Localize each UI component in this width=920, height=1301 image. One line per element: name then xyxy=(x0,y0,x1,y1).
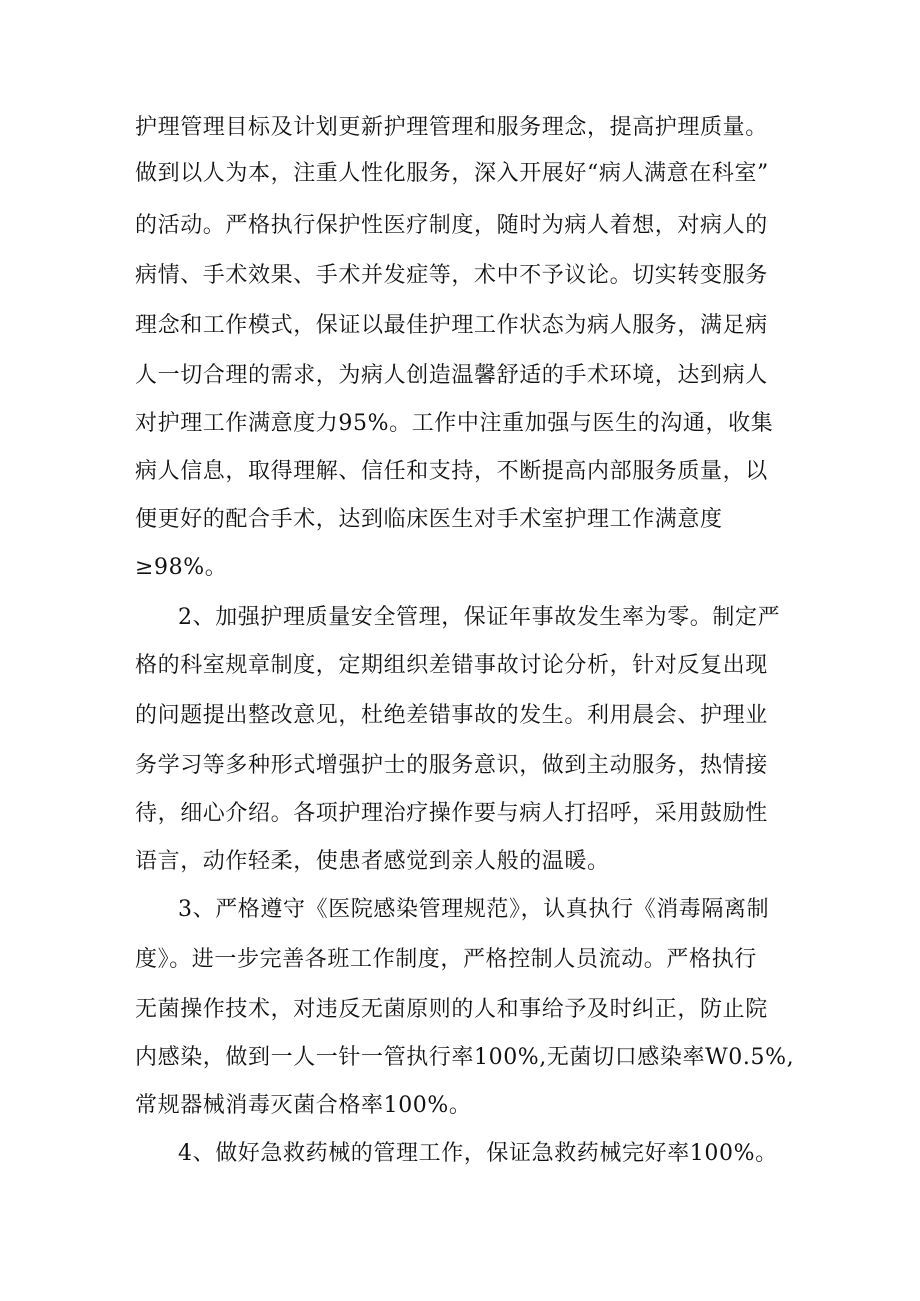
text-line: 便更好的配合手术，达到临床医生对手术室护理工作满意度 xyxy=(135,507,723,532)
text-line: 对护理工作满意度力95%。工作中注重加强与医生的沟通，收集 xyxy=(135,411,774,436)
text-line: 常规器械消毒灭菌合格率100%。 xyxy=(135,1093,472,1118)
paragraph-4-first-line: 4、做好急救药械的管理工作，保证急救药械完好率100%。 xyxy=(178,1141,778,1166)
text-line: 无菌操作技术，对违反无菌原则的人和事给予及时纠正，防止院 xyxy=(135,997,768,1022)
text-line: 语言，动作轻柔，使患者感觉到亲人般的温暖。 xyxy=(135,849,610,874)
text-line: 待，细心介绍。各项护理治疗操作要与病人打招呼，采用鼓励性 xyxy=(135,801,768,826)
text-line: 内感染，做到一人一针一管执行率100%,无菌切口感染率W0.5%, xyxy=(135,1045,795,1070)
text-line: 的活动。严格执行保护性医疗制度，随时为病人着想，对病人的 xyxy=(135,213,768,238)
paragraph-2-first-line: 2、加强护理质量安全管理，保证年事故发生率为零。制定严 xyxy=(178,605,781,630)
text-line: 病情、手术效果、手术并发症等，术中不予议论。切实转变服务 xyxy=(135,263,768,288)
text-line: 理念和工作模式，保证以最佳护理工作状态为病人服务，满足病 xyxy=(135,313,768,338)
text-line: 病人信息，取得理解、信任和支持，不断提高内部服务质量，以 xyxy=(135,459,768,484)
text-line: 人一切合理的需求，为病人创造温馨舒适的手术环境，达到病人 xyxy=(135,363,768,388)
text-line: ≥98%。 xyxy=(135,555,228,580)
text-line: 格的科室规章制度，定期组织差错事故讨论分析，针对反复出现 xyxy=(135,653,768,678)
text-line: 做到以人为本，注重人性化服务，深入开展好“病人满意在科室” xyxy=(135,161,769,186)
text-line: 务学习等多种形式增强护士的服务意识，做到主动服务，热情接 xyxy=(135,753,768,778)
text-line: 度》。进一步完善各班工作制度，严格控制人员流动。严格执行 xyxy=(135,947,757,972)
text-line: 的问题提出整改意见，杜绝差错事故的发生。利用晨会、护理业 xyxy=(135,703,768,728)
paragraph-3-first-line: 3、严格遵守《医院感染管理规范》，认真执行《消毒隔离制 xyxy=(178,897,770,922)
text-line: 护理管理目标及计划更新护理管理和服务理念，提高护理质量。 xyxy=(135,115,768,140)
